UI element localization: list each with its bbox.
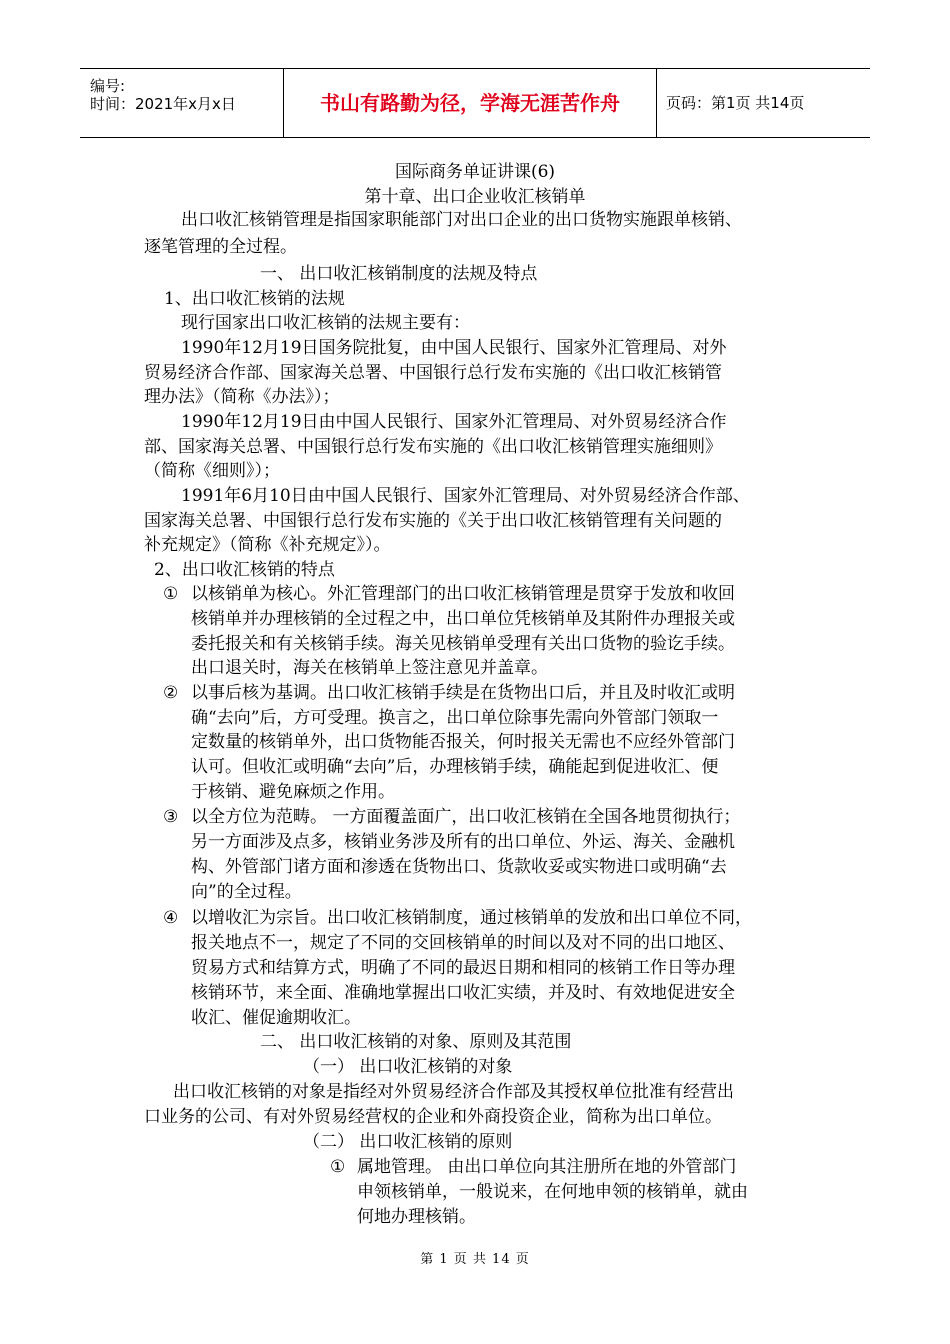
list-item-line: 出口退关时，海关在核销单上签注意见并盖章。 bbox=[191, 658, 548, 678]
paragraph-line: 贸易经济合作部、国家海关总署、中国银行总行发布实施的《出口收汇核销管 bbox=[144, 363, 722, 383]
date-label: 时间：2021年x月x日 bbox=[90, 95, 236, 113]
list-item-line: 报关地点不一，规定了不同的交回核销单的时间以及对不同的出口地区、 bbox=[191, 933, 735, 953]
paragraph-line: 1991年6月10日由中国人民银行、国家外汇管理局、对外贸易经济合作部、 bbox=[181, 486, 750, 506]
paragraph-line: 1990年12月19日国务院批复，由中国人民银行、国家外汇管理局、对外 bbox=[181, 338, 727, 358]
list-number: ① bbox=[330, 1157, 346, 1177]
document-header bbox=[80, 68, 870, 138]
paragraph-line: 出口收汇核销的对象是指经对外贸易经济合作部及其授权单位批准有经营出 bbox=[173, 1082, 734, 1102]
list-number: ③ bbox=[163, 807, 179, 827]
list-item-line: 收汇、催促逾期收汇。 bbox=[191, 1008, 361, 1028]
doc-title: 国际商务单证讲课(6) bbox=[394, 162, 556, 182]
list-item-line: 属地管理。 由出口单位向其注册所在地的外管部门 bbox=[357, 1157, 737, 1177]
sub-heading: 2、出口收汇核销的特点 bbox=[154, 560, 335, 580]
header-motto: 书山有路勤为径，学海无涯苦作舟 bbox=[320, 91, 620, 115]
section-heading: 一、 出口收汇核销制度的法规及特点 bbox=[260, 264, 538, 284]
sub-heading: （一） 出口收汇核销的对象 bbox=[303, 1057, 513, 1077]
paragraph-line: 1990年12月19日由中国人民银行、国家外汇管理局、对外贸易经济合作 bbox=[181, 412, 727, 432]
list-item-line: 以增收汇为宗旨。出口收汇核销制度，通过核销单的发放和出口单位不同， bbox=[191, 908, 752, 928]
paragraph-line: 理办法》（简称《办法》）； bbox=[144, 387, 340, 407]
section-heading: 二、 出口收汇核销的对象、原则及其范围 bbox=[260, 1032, 572, 1052]
header-divider bbox=[656, 69, 657, 137]
list-number: ② bbox=[163, 683, 179, 703]
list-item-line: 以核销单为核心。外汇管理部门的出口收汇核销管理是贯穿于发放和收回 bbox=[191, 584, 735, 604]
list-item-line: 贸易方式和结算方式，明确了不同的最迟日期和相同的核销工作日等办理 bbox=[191, 958, 735, 978]
list-item-line: 以全方位为范畴。 一方面覆盖面广，出口收汇核销在全国各地贯彻执行； bbox=[191, 807, 741, 827]
sub-heading: （二） 出口收汇核销的原则 bbox=[303, 1132, 513, 1152]
list-item-line: 以事后核为基调。出口收汇核销手续是在货物出口后，并且及时收汇或明 bbox=[191, 683, 735, 703]
page-footer: 第 1 页 共 14 页 bbox=[420, 1252, 530, 1267]
list-item-line: 向”的全过程。 bbox=[191, 882, 302, 902]
list-item-line: 何地办理核销。 bbox=[357, 1207, 476, 1227]
list-number: ④ bbox=[163, 908, 179, 928]
list-item-line: 另一方面涉及点多，核销业务涉及所有的出口单位、外运、海关、金融机 bbox=[191, 832, 735, 852]
header-meta bbox=[80, 69, 283, 137]
paragraph-line: 口业务的公司、有对外贸易经营权的企业和外商投资企业，简称为出口单位。 bbox=[144, 1107, 722, 1127]
sub-heading: 1、出口收汇核销的法规 bbox=[164, 289, 345, 309]
paragraph-line: 现行国家出口收汇核销的法规主要有： bbox=[181, 313, 470, 333]
paragraph-line: 部、国家海关总署、中国银行总行发布实施的《出口收汇核销管理实施细则》 bbox=[144, 437, 722, 457]
list-item-line: 认可。但收汇或明确“去向”后，办理核销手续，确能起到促进收汇、便 bbox=[191, 757, 719, 777]
header-page-info: 页码：第1页 共14页 bbox=[666, 94, 805, 112]
list-item-line: 确“去向”后，方可受理。换言之，出口单位除事先需向外管部门领取一 bbox=[191, 708, 719, 728]
list-item-line: 委托报关和有关核销手续。海关见核销单受理有关出口货物的验讫手续。 bbox=[191, 634, 735, 654]
list-item-line: 于核销、避免麻烦之作用。 bbox=[191, 782, 395, 802]
list-number: ① bbox=[163, 584, 179, 604]
chapter-title: 第十章、出口企业收汇核销单 bbox=[364, 187, 586, 207]
paragraph-line: 国家海关总署、中国银行总行发布实施的《关于出口收汇核销管理有关问题的 bbox=[144, 511, 722, 531]
list-item-line: 核销环节，来全面、准确地掌握出口收汇实绩，并及时、有效地促进安全 bbox=[191, 983, 735, 1003]
list-item-line: 构、外管部门诸方面和渗透在货物出口、货款收妥或实物进口或明确“去 bbox=[191, 857, 727, 877]
list-item-line: 核销单并办理核销的全过程之中，出口单位凭核销单及其附件办理报关或 bbox=[191, 609, 735, 629]
list-item-line: 定数量的核销单外，出口货物能否报关，何时报关无需也不应经外管部门 bbox=[191, 732, 735, 752]
paragraph-line: 补充规定》（简称《补充规定》）。 bbox=[144, 535, 391, 555]
intro-line: 出口收汇核销管理是指国家职能部门对出口企业的出口货物实施跟单核销、 bbox=[181, 210, 742, 230]
list-item-line: 申领核销单，一般说来，在何地申领的核销单，就由 bbox=[357, 1182, 748, 1202]
number-label: 编号: bbox=[90, 77, 126, 95]
paragraph-line: （简称《细则》）； bbox=[144, 461, 280, 481]
intro-line: 逐笔管理的全过程。 bbox=[144, 237, 297, 257]
